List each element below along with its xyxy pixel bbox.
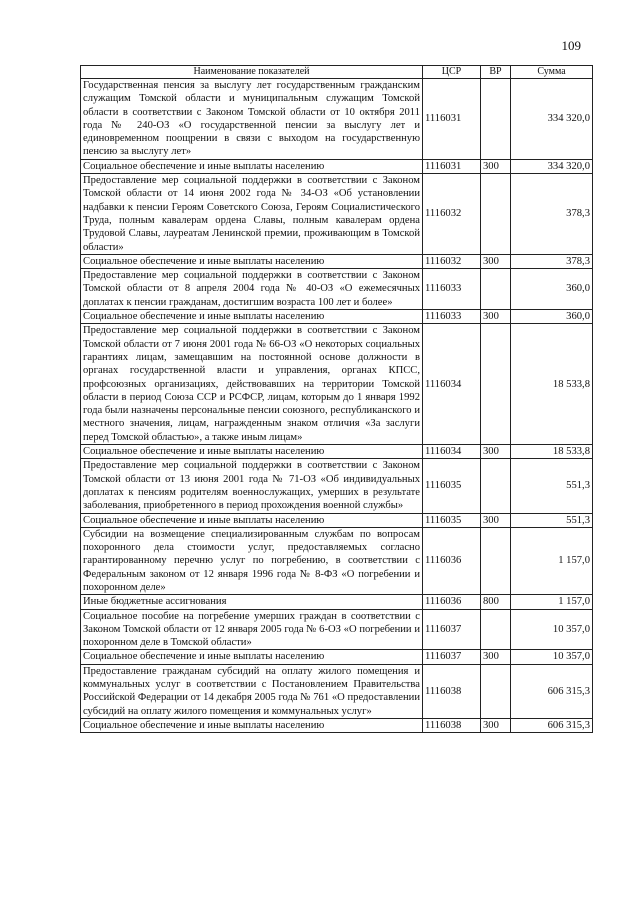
table-row bbox=[81, 310, 593, 324]
row-name: Социальное обеспечение и иные выплаты населению bbox=[81, 718, 423, 732]
row-vr bbox=[481, 664, 511, 718]
row-csr: 1116035 bbox=[423, 513, 481, 527]
row-csr: 1116032 bbox=[423, 174, 481, 255]
row-name: Субсидии на возмещение специализированным службам по вопросам похоронного дела стоимости услуг, предоставляемых согласно гарантированному перечню услуг по погребению, в соответствии с Федеральным законом от 12 января 1996 года № 8-ФЗ «О погребении и похоронном деле» bbox=[81, 527, 423, 594]
table-row bbox=[81, 324, 593, 445]
header-name: Наименование показателей bbox=[81, 66, 423, 79]
row-csr: 1116034 bbox=[423, 324, 481, 445]
table-row bbox=[81, 269, 593, 310]
row-name: Предоставление гражданам субсидий на оплату жилого помещения и коммунальных услуг в соответствии с Постановлением Правительства Российской Федерации от 14 декабря 2005 года № 761 «О предоставлении субсидий на оплату жилого помещения и коммунальных услуг» bbox=[81, 664, 423, 718]
row-name: Предоставление мер социальной поддержки в соответствии с Законом Томской области от 14 июня 2002 года № 34-ОЗ «Об установлении надбавки к пенсии Героям Советского Союза, Героям Социалистического Труда, полным кавалерам ордена Славы, полным кавалерам ордена Трудовой Славы, лауреатам Ленинской премии, проживающим в Томской области» bbox=[81, 174, 423, 255]
row-sum: 334 320,0 bbox=[511, 79, 593, 160]
row-sum: 18 533,8 bbox=[511, 445, 593, 459]
row-sum: 10 357,0 bbox=[511, 650, 593, 664]
row-sum: 10 357,0 bbox=[511, 609, 593, 650]
row-sum: 360,0 bbox=[511, 269, 593, 310]
table-row bbox=[81, 174, 593, 255]
row-name: Иные бюджетные ассигнования bbox=[81, 595, 423, 609]
row-name: Предоставление мер социальной поддержки в соответствии с Законом Томской области от 7 июня 2001 года № 66-ОЗ «О некоторых социальных гарантиях лицам, замещавшим на постоянной основе должности в органах государственной власти и управления, органах КПСС, профсоюзных организациях, действовавших на территории Томской области в период Союза ССР и РСФСР, лицам, которым до 1 января 1992 года были назначены персональные пенсии союзного, республиканского и местного значения, лицам, награжденным знаком отличия «За заслуги перед Томской областью», а также иным лицам» bbox=[81, 324, 423, 445]
row-csr: 1116035 bbox=[423, 459, 481, 513]
table-row bbox=[81, 609, 593, 650]
header-csr: ЦСР bbox=[423, 66, 481, 79]
row-vr bbox=[481, 527, 511, 594]
row-sum: 1 157,0 bbox=[511, 527, 593, 594]
row-csr: 1116038 bbox=[423, 718, 481, 732]
row-vr: 300 bbox=[481, 513, 511, 527]
row-name: Социальное обеспечение и иные выплаты населению bbox=[81, 310, 423, 324]
row-name: Социальное обеспечение и иные выплаты населению bbox=[81, 254, 423, 268]
row-csr: 1116033 bbox=[423, 269, 481, 310]
table-row bbox=[81, 595, 593, 609]
row-sum: 360,0 bbox=[511, 310, 593, 324]
row-csr: 1116033 bbox=[423, 310, 481, 324]
row-vr bbox=[481, 79, 511, 160]
row-vr bbox=[481, 269, 511, 310]
table-row bbox=[81, 513, 593, 527]
row-vr bbox=[481, 609, 511, 650]
row-vr: 300 bbox=[481, 445, 511, 459]
row-name: Социальное пособие на погребение умерших граждан в соответствии с Законом Томской области от 12 января 2005 года № 6-ОЗ «О погребении и похоронном деле в Томской области» bbox=[81, 609, 423, 650]
table-row bbox=[81, 159, 593, 173]
header-vr: ВР bbox=[481, 66, 511, 79]
table-row bbox=[81, 664, 593, 718]
row-csr: 1116036 bbox=[423, 527, 481, 594]
row-csr: 1116032 bbox=[423, 254, 481, 268]
row-sum: 606 315,3 bbox=[511, 718, 593, 732]
header-sum: Сумма bbox=[511, 66, 593, 79]
row-sum: 378,3 bbox=[511, 174, 593, 255]
row-name: Социальное обеспечение и иные выплаты населению bbox=[81, 513, 423, 527]
table-header-row bbox=[81, 66, 593, 79]
row-sum: 551,3 bbox=[511, 459, 593, 513]
row-name: Предоставление мер социальной поддержки в соответствии с Законом Томской области от 8 апреля 2004 года № 40-ОЗ «О ежемесячных доплатах к пенсии гражданам, достигшим возраста 100 лет и более» bbox=[81, 269, 423, 310]
row-vr: 300 bbox=[481, 718, 511, 732]
row-vr: 300 bbox=[481, 650, 511, 664]
row-name: Социальное обеспечение и иные выплаты населению bbox=[81, 650, 423, 664]
row-vr bbox=[481, 174, 511, 255]
row-vr: 300 bbox=[481, 159, 511, 173]
row-csr: 1116031 bbox=[423, 79, 481, 160]
row-csr: 1116038 bbox=[423, 664, 481, 718]
row-vr bbox=[481, 459, 511, 513]
row-csr: 1116037 bbox=[423, 650, 481, 664]
table-row bbox=[81, 445, 593, 459]
row-csr: 1116036 bbox=[423, 595, 481, 609]
row-sum: 18 533,8 bbox=[511, 324, 593, 445]
table-row bbox=[81, 650, 593, 664]
table-row bbox=[81, 718, 593, 732]
table-row bbox=[81, 79, 593, 160]
row-vr: 300 bbox=[481, 254, 511, 268]
row-vr: 300 bbox=[481, 310, 511, 324]
row-sum: 551,3 bbox=[511, 513, 593, 527]
row-name: Социальное обеспечение и иные выплаты населению bbox=[81, 445, 423, 459]
row-sum: 378,3 bbox=[511, 254, 593, 268]
row-sum: 1 157,0 bbox=[511, 595, 593, 609]
page-number: 109 bbox=[561, 38, 581, 53]
table-row bbox=[81, 459, 593, 513]
row-csr: 1116037 bbox=[423, 609, 481, 650]
row-sum: 334 320,0 bbox=[511, 159, 593, 173]
budget-table bbox=[80, 65, 593, 733]
row-vr: 800 bbox=[481, 595, 511, 609]
row-vr bbox=[481, 324, 511, 445]
row-name: Государственная пенсия за выслугу лет государственным гражданским служащим Томской области и муниципальным служащим Томской области в соответствии с Законом Томской области от 10 октября 2011 года № 240-ОЗ «О государственной пенсии за выслугу лет и единовременном поощрении в связи с выходом на государственную пенсию за выслугу лет» bbox=[81, 79, 423, 160]
row-name: Социальное обеспечение и иные выплаты населению bbox=[81, 159, 423, 173]
row-csr: 1116031 bbox=[423, 159, 481, 173]
row-sum: 606 315,3 bbox=[511, 664, 593, 718]
table-row bbox=[81, 527, 593, 594]
table-row bbox=[81, 254, 593, 268]
row-csr: 1116034 bbox=[423, 445, 481, 459]
row-name: Предоставление мер социальной поддержки в соответствии с Законом Томской области от 13 июня 2001 года № 71-ОЗ «Об индивидуальных доплатах к пенсиям родителям военнослужащих, умерших в результате заболевания, приобретенного в период прохождения военной службы» bbox=[81, 459, 423, 513]
